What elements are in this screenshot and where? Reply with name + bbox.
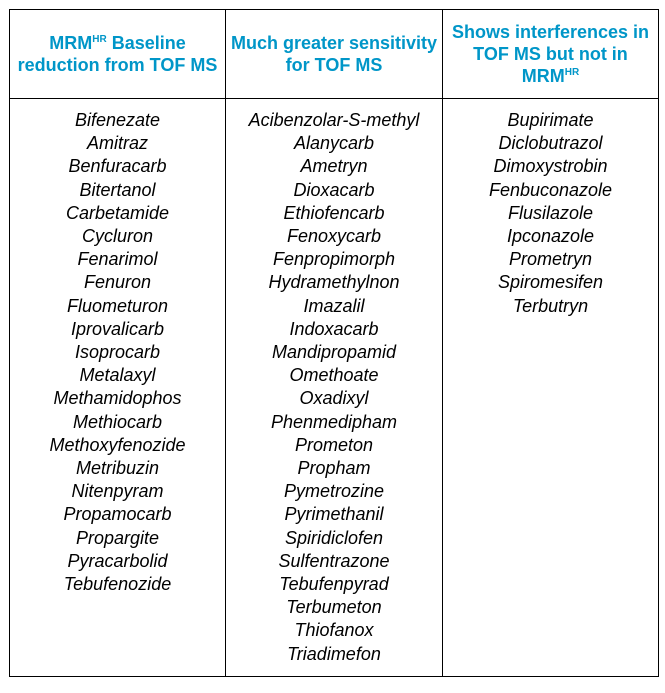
compound-name: Pymetrozine: [283, 481, 385, 502]
compound-name: Isoprocarb: [74, 342, 161, 363]
compound-name: Fenbuconazole: [488, 179, 613, 200]
compound-name: Benfuracarb: [68, 156, 167, 177]
compound-name: Mandipropamid: [271, 342, 397, 363]
compound-name: Terbutryn: [512, 295, 589, 316]
column-tof-sensitivity: [226, 99, 443, 677]
compound-name: Indoxacarb: [289, 318, 379, 339]
compound-name: Fenarimol: [77, 249, 158, 270]
compound-name: Bupirimate: [507, 110, 594, 130]
compound-name: Flusilazole: [507, 202, 594, 223]
header-superscript: HR: [92, 34, 107, 45]
compound-name: Dioxacarb: [293, 179, 375, 200]
compound-name: Fluometuron: [66, 295, 169, 316]
compound-list: [226, 109, 442, 666]
pesticide-comparison-table: [9, 9, 659, 677]
header-row: [10, 10, 659, 99]
compound-name: Methamidophos: [53, 388, 182, 409]
compound-name: Carbetamide: [65, 202, 170, 223]
compound-name: Imazalil: [303, 295, 365, 316]
column-mrm-baseline-reduction: [10, 99, 226, 677]
compound-name: Propargite: [75, 527, 160, 548]
body-row: [10, 99, 659, 677]
compound-name: Pyrimethanil: [284, 504, 384, 525]
column-tof-interferences: [443, 99, 659, 677]
compound-name: Methiocarb: [72, 411, 163, 432]
compound-name: Propamocarb: [63, 504, 172, 525]
header-mrm-baseline-reduction: [10, 10, 226, 99]
compound-name: Oxadixyl: [299, 388, 369, 409]
compound-name: Iprovalicarb: [70, 318, 165, 339]
compound-name: Nitenpyram: [71, 481, 164, 502]
compound-name: Prometryn: [508, 249, 593, 270]
compound-name: Amitraz: [86, 133, 148, 154]
compound-name: Metribuzin: [75, 458, 160, 479]
compound-name: Ethiofencarb: [283, 202, 385, 223]
compound-name: Methoxyfenozide: [49, 434, 186, 455]
compound-name: Thiofanox: [294, 620, 374, 641]
compound-name: Fenoxycarb: [286, 226, 382, 247]
header-text: Much greater sensitivity for TOF MS: [230, 33, 438, 75]
compound-name: Tebufenozide: [63, 574, 172, 595]
compound-name: Terbumeton: [286, 597, 382, 618]
compound-name: Alanycarb: [293, 133, 375, 154]
compound-name: Phenmedipham: [270, 411, 398, 432]
header-superscript: HR: [564, 67, 580, 78]
compound-list: [10, 109, 225, 596]
compound-name: Acibenzolar-S-methyl: [248, 110, 420, 130]
compound-name: Triadimefon: [287, 643, 381, 664]
compound-name: Pyracarbolid: [67, 550, 168, 571]
header-text: MRM: [49, 33, 93, 53]
header-tof-interferences: [443, 10, 659, 99]
compound-name: Omethoate: [289, 365, 379, 386]
compound-name: Cycluron: [81, 226, 154, 247]
compound-name: Propham: [297, 458, 371, 479]
compound-list: [443, 109, 658, 318]
header-text: Shows interferences in TOF MS but not in MRM: [451, 22, 650, 86]
compound-name: Spiromesifen: [497, 272, 604, 293]
compound-name: Dimoxystrobin: [493, 156, 608, 177]
compound-name: Bitertanol: [79, 179, 156, 200]
compound-name: Spiridiclofen: [284, 527, 384, 548]
compound-name: Prometon: [294, 434, 374, 455]
compound-name: Fenuron: [83, 272, 152, 293]
compound-name: Hydramethylnon: [268, 272, 400, 293]
compound-name: Bifenezate: [74, 110, 161, 130]
compound-name: Fenpropimorph: [272, 249, 396, 270]
compound-name: Metalaxyl: [79, 365, 156, 386]
compound-name: Ipconazole: [506, 226, 595, 247]
header-tof-sensitivity: [226, 10, 443, 99]
compound-name: Ametryn: [300, 156, 368, 177]
header-text-rest: Baseline reduction from TOF MS: [17, 33, 218, 75]
compound-name: Tebufenpyrad: [279, 574, 389, 595]
compound-name: Diclobutrazol: [498, 133, 603, 154]
compound-name: Sulfentrazone: [278, 550, 390, 571]
